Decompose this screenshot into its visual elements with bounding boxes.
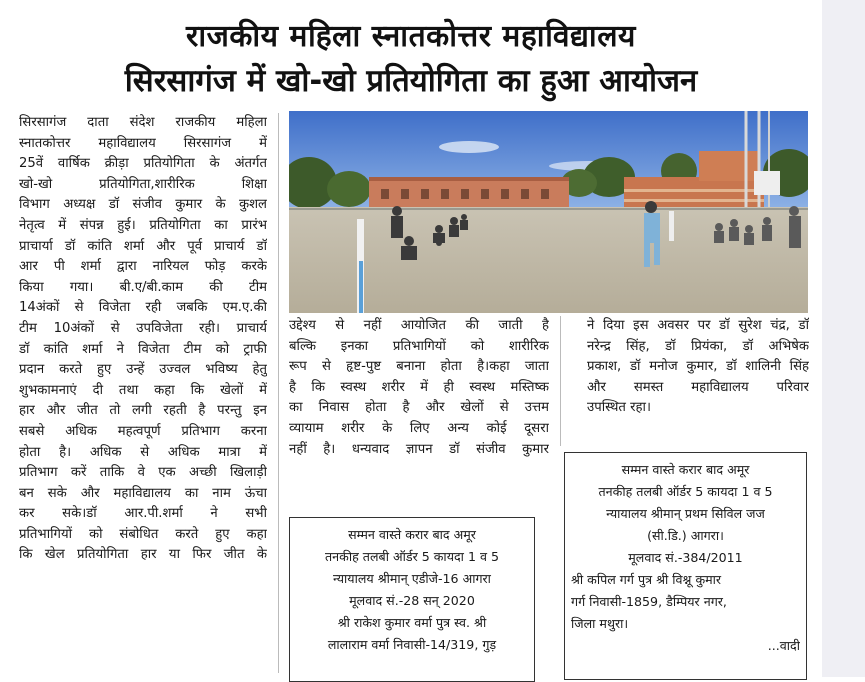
notice-line: सम्मन वास्ते करार बाद अमूर <box>348 527 476 542</box>
article-line: नरेन्द्र सिंह, डॉ प्रियंका, डॉ अभिषेक <box>587 338 809 354</box>
article-line: कि खेल प्रतियोगिता हार या फिर जीत के <box>19 547 267 563</box>
column-divider <box>278 113 279 673</box>
article-line: उपस्थित रहा। <box>587 400 651 416</box>
column-divider <box>560 316 561 446</box>
article-line: बन सके और महाविद्यालय का नाम ऊंचा <box>19 485 267 501</box>
article-line: प्रतिभागियों को संबोधित करते हुए कहा <box>19 526 267 542</box>
article-line: होता है। अधिक से अधिक मात्रा में <box>19 444 267 460</box>
article-line: प्रकाश, डॉ मनोज कुमार, डॉ शालिनी सिंह <box>587 359 809 375</box>
legal-notice-1 <box>289 517 535 682</box>
notice-line: तनकीह तलबी ऑर्डर 5 कायदा 1 व 5 <box>598 484 773 499</box>
article-line: प्राचार्या डॉ कांति शर्मा और पूर्व प्राचार्य डॉ <box>19 238 267 254</box>
legal-notice-2 <box>564 452 807 680</box>
notice-line: श्री राकेश कुमार वर्मा पुत्र स्व. श्री <box>337 615 487 630</box>
notice-line: लालाराम वर्मा निवासी-14/319, गुड़ <box>327 637 497 652</box>
article-line: व्यायाम शरीर के लिए अन्य कोई दूसरा <box>289 420 549 436</box>
notice-line: श्री कपिल गर्ग पुत्र श्री विश्नू कुमार <box>571 572 722 587</box>
article-line: बल्कि इनका प्रतिभागियों को शारीरिक <box>289 338 549 354</box>
article-line: रूप से हृष्ट-पुष्ट बनाना होता है।कहा जाता <box>289 359 549 375</box>
page-margin-strip <box>822 0 865 677</box>
article-line: है कि स्वस्थ शरीर में ही स्वस्थ मस्तिष्क <box>289 379 549 395</box>
notice-line: गर्ग निवासी-1859, डैम्पियर नगर, <box>571 594 727 609</box>
article-line: कर सके।डॉ आर.पी.शर्मा ने सभी <box>19 506 267 522</box>
article-line: खो-खो प्रतियोगिता,शारीरिक शिक्षा <box>19 176 267 192</box>
article-line: आर पी शर्मा द्वारा नारियल फोड़ करके <box>19 259 267 275</box>
article-line: डॉ कांति शर्मा ने विजेता टीम को ट्राफी <box>19 341 267 357</box>
article-line: नहीं है। धन्यवाद ज्ञापन डॉ संजीव कुमार <box>289 441 549 457</box>
notice-line: सम्मन वास्ते करार बाद अमूर <box>621 462 750 477</box>
notice-line: न्यायालय श्रीमान् प्रथम सिविल जज <box>606 506 765 521</box>
article-line: 14अंकों से विजेता रही जबकि एम.ए.की <box>19 300 267 316</box>
article-line: और समस्त महाविद्यालय परिवार <box>587 379 809 395</box>
article-line: प्रतिभाग करें ताकि वे एक अच्छी खिलाड़ी <box>19 465 267 481</box>
article-line: नेतृत्व में संपन्न हुई। प्रतियोगिता का प्रारंभ <box>19 217 267 233</box>
headline-line-1: राजकीय महिला स्नातकोत्तर महाविद्यालय <box>186 19 636 54</box>
article-line: सबसे अधिक महत्वपूर्ण प्रतिभाग करना <box>19 423 267 439</box>
article-line: ने दिया इस अवसर पर डॉ सुरेश चंद्र, डॉ <box>587 318 809 333</box>
article-column-3 <box>587 316 809 419</box>
notice-line: न्यायालय श्रीमान् एडीजे-16 आगरा <box>333 571 491 586</box>
notice-line: मूलवाद सं.-384/2011 <box>628 550 743 565</box>
article-line: प्रदान करते हुए उन्हें उज्वल भविष्य हेतु <box>19 362 267 378</box>
notice-line: तनकीह तलबी ऑर्डर 5 कायदा 1 व 5 <box>325 549 499 564</box>
article-line: किया गया। बी.ए/बी.काम की टीम <box>19 279 267 295</box>
headline-line-2: सिरसागंज में खो-खो प्रतियोगिता का हुआ आयोजन <box>124 63 698 99</box>
article-line: का निवास होता है और खेलों से उत्तम <box>289 400 549 416</box>
article-column-2 <box>289 316 549 460</box>
notice-line: जिला मथुरा। <box>571 616 629 631</box>
article-line: विभाग अध्यक्ष डॉ संजीव कुमार के कुशल <box>19 197 267 213</box>
article-line: टीम 10अंकों से उपविजेता रही। प्राचार्य <box>19 320 267 336</box>
article-line: उद्देश्य से नहीं आयोजित की जाती है <box>289 318 549 333</box>
article-line: 25वें वार्षिक क्रीड़ा प्रतियोगिता के अंतर्गत <box>19 156 267 172</box>
notice-line: ...वादी <box>767 638 800 653</box>
article-line: स्नातकोत्तर महाविद्यालय सिरसागंज में <box>19 135 267 151</box>
article-line: सिरसागंज दाता संदेश राजकीय महिला <box>19 115 267 130</box>
notice-line: (सी.डि.) आगरा। <box>647 528 724 543</box>
article-line: हार और जीत तो लगी रहती है परन्तु इन <box>19 403 267 419</box>
article-column-1 <box>19 113 267 566</box>
kho-kho-match-photo <box>289 111 808 313</box>
notice-line: मूलवाद सं.-28 सन् 2020 <box>349 593 475 608</box>
article-line: शुभकामनाएं दी तथा कहा कि खेलों में <box>19 382 267 398</box>
